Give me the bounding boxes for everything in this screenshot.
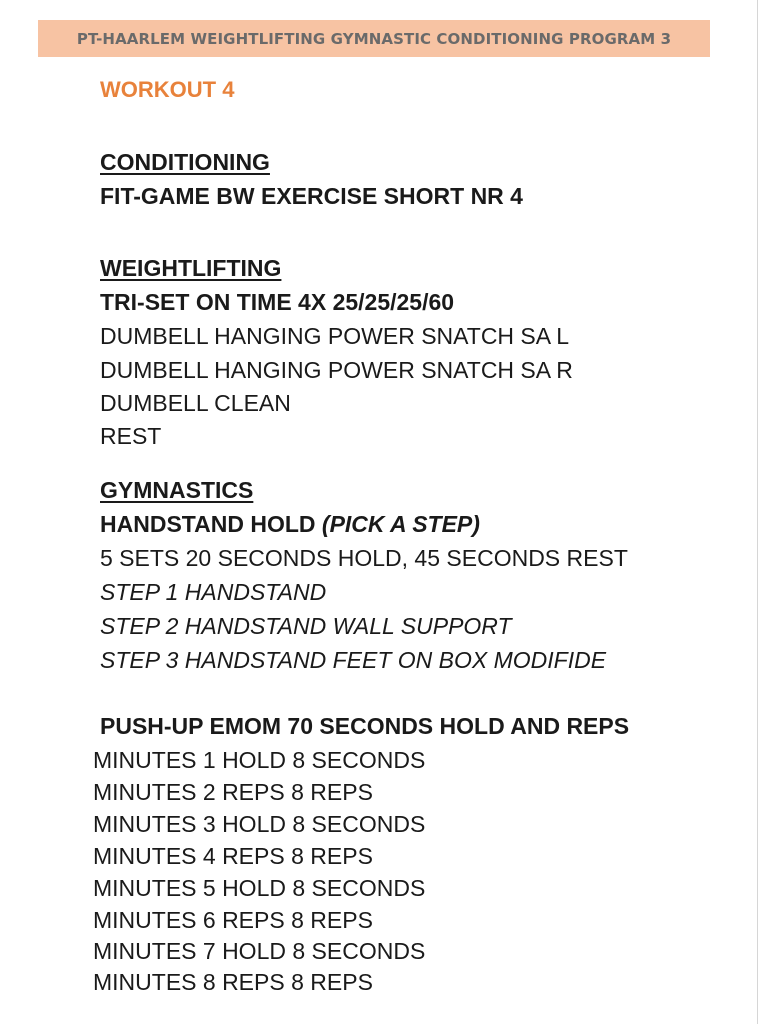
pushup-heading: PUSH-UP EMOM 70 SECONDS HOLD AND REPS — [100, 713, 630, 739]
gymnastics-subheading-main: HANDSTAND HOLD — [100, 511, 322, 537]
pushup-minute: MINUTES 4 REPS 8 REPS — [93, 843, 373, 869]
gymnastics-step: STEP 2 HANDSTAND WALL SUPPORT — [100, 613, 512, 639]
conditioning-heading: CONDITIONING — [100, 149, 270, 175]
gymnastics-subheading-note: (PICK A STEP) — [321, 511, 480, 537]
page-edge-divider — [757, 0, 758, 1024]
pushup-minute: MINUTES 6 REPS 8 REPS — [93, 907, 373, 933]
weightlifting-subheading: TRI-SET ON TIME 4X 25/25/25/60 — [100, 289, 455, 315]
header-banner — [38, 20, 710, 57]
weightlifting-item: DUMBELL CLEAN — [100, 390, 291, 416]
pushup-minute: MINUTES 2 REPS 8 REPS — [93, 779, 373, 805]
gymnastics-scheme: 5 SETS 20 SECONDS HOLD, 45 SECONDS REST — [100, 545, 628, 571]
pushup-minute: MINUTES 8 REPS 8 REPS — [93, 969, 373, 995]
weightlifting-heading: WEIGHTLIFTING — [100, 255, 282, 281]
pushup-minute: MINUTES 7 HOLD 8 SECONDS — [93, 938, 426, 964]
banner-title: PT-HAARLEM WEIGHTLIFTING GYMNASTIC CONDITIONING PROGRAM 3 — [76, 29, 672, 48]
pushup-minute: MINUTES 1 HOLD 8 SECONDS — [93, 747, 426, 773]
workout-title: WORKOUT 4 — [100, 77, 235, 102]
pushup-minute: MINUTES 3 HOLD 8 SECONDS — [93, 811, 426, 837]
conditioning-exercise: FIT-GAME BW EXERCISE SHORT NR 4 — [100, 183, 523, 209]
gymnastics-subheading — [100, 510, 480, 538]
weightlifting-item: DUMBELL HANGING POWER SNATCH SA R — [100, 357, 573, 383]
weightlifting-item: REST — [100, 423, 162, 449]
pushup-minute: MINUTES 5 HOLD 8 SECONDS — [93, 875, 426, 901]
gymnastics-heading: GYMNASTICS — [100, 477, 254, 503]
gymnastics-step: STEP 1 HANDSTAND — [100, 579, 327, 605]
gymnastics-step: STEP 3 HANDSTAND FEET ON BOX MODIFIDE — [100, 647, 607, 673]
weightlifting-item: DUMBELL HANGING POWER SNATCH SA L — [100, 323, 570, 349]
